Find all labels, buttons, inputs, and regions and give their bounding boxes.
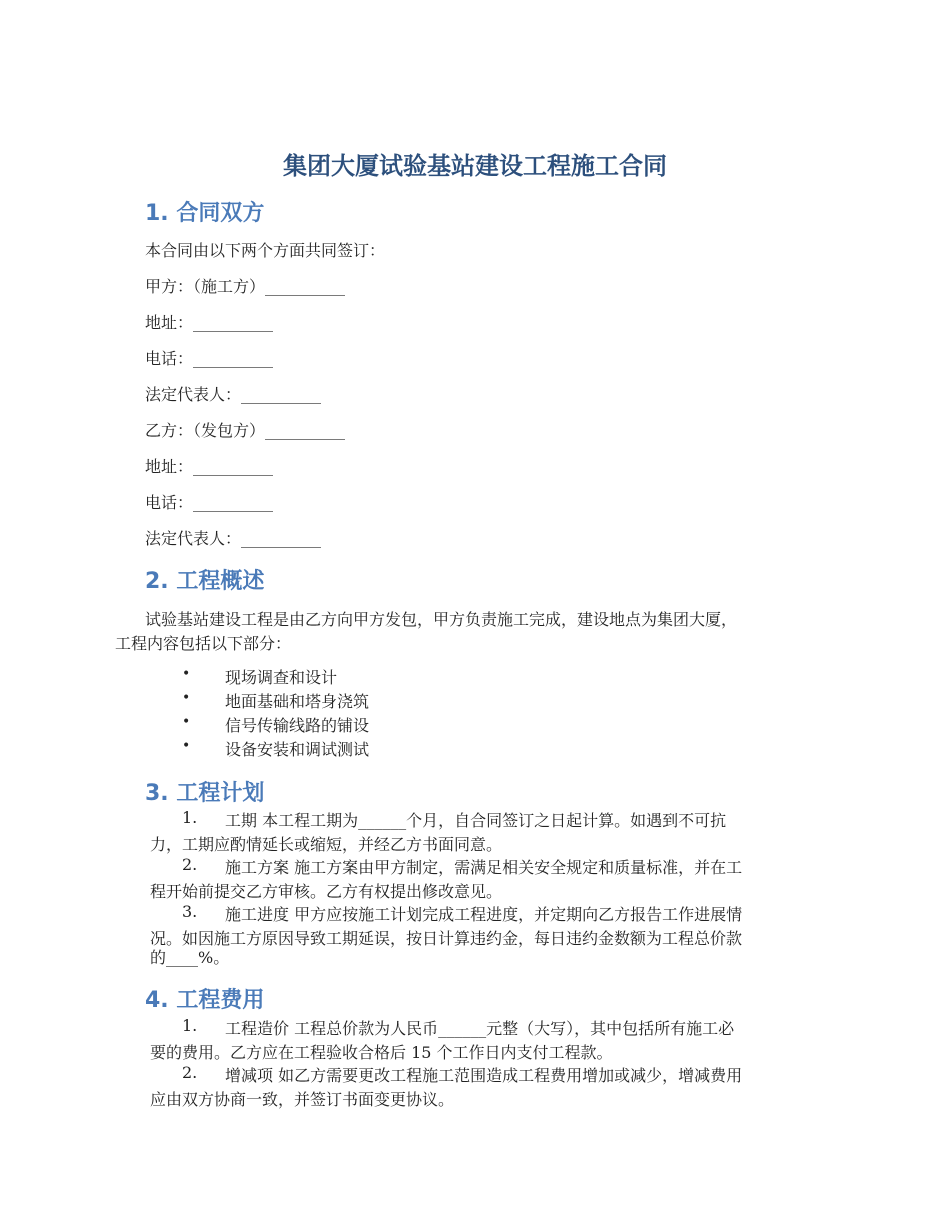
section-heading-cost: 4. 工程费用 [145,988,265,1013]
cost-item-2-line1: 增减项 如乙方需要更改工程施工范围造成工程费用增加或减少，增减费用 [225,1066,743,1085]
list-item: 信号传输线路的铺设 [225,716,370,735]
party-a-representative: 法定代表人：__________ [145,385,322,404]
plan-item-2-line2: 程开始前提交乙方审核。乙方有权提出修改意见。 [150,882,503,901]
list-item: 现场调查和设计 [225,668,338,687]
party-b-address: 地址：__________ [145,457,274,476]
overview-paragraph-line1: 试验基站建设工程是由乙方向甲方发包，甲方负责施工完成，建设地点为集团大厦， [145,610,738,629]
party-a-line: 甲方：（施工方）__________ [145,277,346,296]
party-b-line: 乙方：（发包方）__________ [145,421,346,440]
list-item: 地面基础和塔身浇筑 [225,692,370,711]
item-number: 1. [182,1016,198,1035]
parties-intro: 本合同由以下两个方面共同签订： [145,241,386,260]
party-b-phone: 电话：__________ [145,493,274,512]
section-heading-overview: 2. 工程概述 [145,569,265,594]
plan-item-3-line2: 况。如因施工方原因导致工期延误，按日计算违约金，每日违约金数额为工程总价款 [150,929,743,948]
plan-item-2-line1: 施工方案 施工方案由甲方制定，需满足相关安全规定和质量标准，并在工 [225,858,743,877]
cost-item-1-line2: 要的费用。乙方应在工程验收合格后 15 个工作日内支付工程款。 [150,1043,613,1062]
cost-item-2-line2: 应由双方协商一致，并签订书面变更协议。 [150,1090,455,1109]
item-number: 2. [182,855,198,874]
overview-paragraph-line2: 工程内容包括以下部分： [115,634,292,653]
item-number: 3. [182,902,198,921]
item-number: 1. [182,808,198,827]
party-a-phone: 电话：__________ [145,349,274,368]
document-title: 集团大厦试验基站建设工程施工合同 [283,152,667,180]
bullet-dot: • [182,714,191,730]
plan-item-3-line1: 施工进度 甲方应按施工计划完成工程进度，并定期向乙方报告工作进展情 [225,905,743,924]
list-item: 设备安装和调试测试 [225,740,370,759]
plan-item-1-line2: 力，工期应酌情延长或缩短，并经乙方书面同意。 [150,835,503,854]
cost-item-1-line1: 工程造价 工程总价款为人民币______元整（大写），其中包括所有施工必 [225,1019,735,1038]
bullet-dot: • [182,690,191,706]
section-heading-plan: 3. 工程计划 [145,781,265,806]
item-number: 2. [182,1063,198,1082]
bullet-dot: • [182,666,191,682]
section-heading-parties: 1. 合同双方 [145,201,265,226]
bullet-dot: • [182,738,191,754]
plan-item-3-line3: 的____%。 [150,948,230,967]
plan-item-1-line1: 工期 本工程工期为______个月，自合同签订之日起计算。如遇到不可抗 [225,811,727,830]
party-a-address: 地址：__________ [145,313,274,332]
party-b-representative: 法定代表人：__________ [145,529,322,548]
